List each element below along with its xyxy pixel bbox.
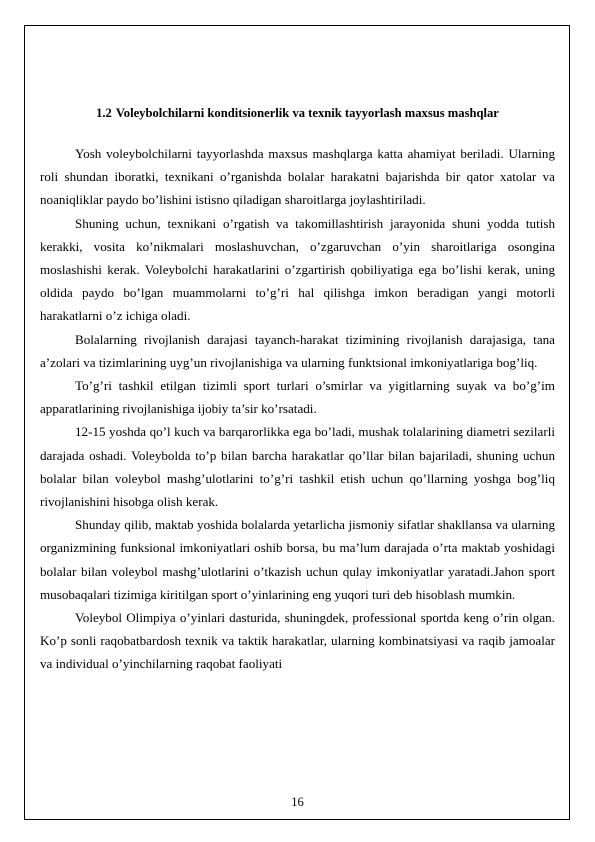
paragraph: To’g’ri tashkil etilgan tizimli sport turlari o’smirlar va yigitlarning suyak va bo’g’im apparatlarining rivojlanishiga ijobiy ta’sir ko’rsatadi. bbox=[40, 378, 555, 417]
body-text bbox=[40, 142, 555, 676]
paragraph: Shunday qilib, maktab yoshida bolalarda yetarlicha jismoniy sifatlar shakllansa va ularning organizmining funksional imkoniyatlari oshib borsa, bu ma’lum darajada o’rta maktab yoshidagi bolalar bilan voleybol mashg’ulotlarini o’tkazish uchun qulay imkoniyatlar yaratadi.Jahon sport musobaqalari tizimiga kiritilgan sport o’yinlarining eng yuqori turi deb hisoblash mumkin. bbox=[40, 517, 555, 602]
paragraph: 12-15 yoshda qo’l kuch va barqarorlikka ega bo’ladi, mushak tolalarining diametri sezilarli darajada oshadi. Voleybolda to’p bilan barcha harakatlar qo’llar bilan bajariladi, shuning uchun bolalar bilan voleybol mashg’ulotlarini to’g’ri tashkil etish uchun qo’llarning yoshga bog’liq rivojlanishini hisobga olish kerak. bbox=[40, 424, 555, 510]
paragraph: Shuning uchun, texnikani o’rgatish va takomillashtirish jarayonida shuni yodda tutish kerakki, vosita ko’nikmalari moslashuvchan, o’zgaruvchan o’yin sharoitlariga osongina moslashishi kerak. Voleybolchi harakatlarini o’zgartirish qobiliyatiga ega bo’lishi kerak, uning oldida paydo bo’lgan muammolarni to’g’ri hal qilishga imkon beradigan yangi motorli harakatlarni o’z ichiga oladi. bbox=[40, 215, 555, 324]
section-number: 1.2 bbox=[96, 106, 112, 120]
paragraph: Bolalarning rivojlanish darajasi tayanch-harakat tizimining rivojlanish darajasiga, tana a’zolari va tizimlarining uyg’un rivojlanishiga va ularning funktsional imkoniyatlariga bog’liq. bbox=[40, 331, 555, 370]
section-title: Voleybolchilarni konditsionerlik va texnik tayyorlash maxsus mashqlar bbox=[115, 106, 499, 120]
page-number: 16 bbox=[291, 795, 304, 809]
paragraph: Voleybol Olimpiya o’yinlari dasturida, shuningdek, professional sportda keng o’rin olgan. Ko’p sonli raqobatbardosh texnik va taktik harakatlar, ularning kombinatsiyasi va raqib jamoalar va individual o’yinchilarning raqobat faoliyati bbox=[40, 610, 555, 672]
paragraph: Yosh voleybolchilarni tayyorlashda maxsus mashqlarga katta ahamiyat beriladi. Ularning roli shundan iboratki, texnikani o’rganishda bolalar harakatni bajarishda bir qator xatolar va noaniqliklar paydo bo’lishini istisno qiladigan sharoitlarga joylashtiriladi. bbox=[40, 146, 555, 208]
section-heading bbox=[40, 104, 555, 122]
